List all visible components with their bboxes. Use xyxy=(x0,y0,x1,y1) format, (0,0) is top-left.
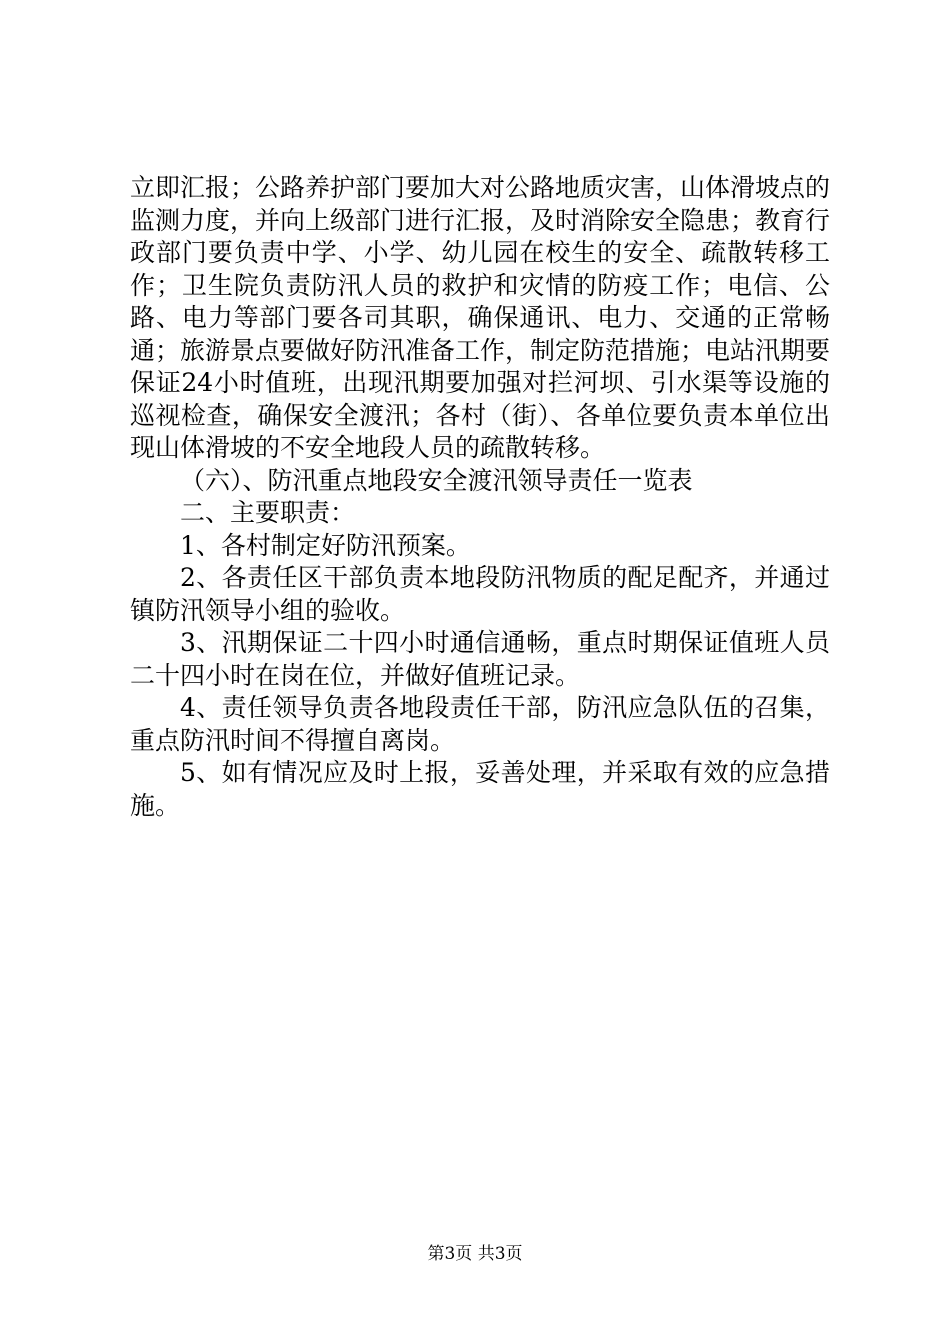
duty-item-1: 1、各村制定好防汛预案。 xyxy=(180,530,471,560)
duty-item-3: 3、汛期保证二十四小时通信通畅，重点时期保证值班人员二十四小时在岗在位，并做好值班记录。 xyxy=(130,628,830,690)
page-footer xyxy=(0,1244,950,1264)
paragraph-continuation: 立即汇报；公路养护部门要加大对公路地质灾害，山体滑坡点的监测力度，并向上级部门进行汇报，及时消除安全隐患；教育行政部门要负责中学、小学、幼儿园在校生的安全、疏散转移工作；卫生院负责防汛人员的救护和灾情的防疫工作；电信、公路、电力等部门要各司其职，确保通讯、电力、交通的正常畅通；旅游景点要做好防汛准备工作，制定防范措施；电站汛期要保证24小时值班，出现汛期要加强对拦河坝、引水渠等设施的巡视检查，确保安全渡汛；各村（街）、各单位要负责本单位出现山体滑坡的不安全地段人员的疏散转移。 xyxy=(130,173,831,462)
duty-item-4: 4、责任领导负责各地段责任干部，防汛应急队伍的召集，重点防汛时间不得擅自离岗。 xyxy=(130,693,830,755)
page-number: 第3页 共3页 xyxy=(427,1244,523,1264)
duty-item-5: 5、如有情况应及时上报，妥善处理，并采取有效的应急措施。 xyxy=(130,758,830,820)
duty-item-2: 2、各责任区干部负责本地段防汛物质的配足配齐，并通过镇防汛领导小组的验收。 xyxy=(130,563,830,625)
paragraph-table-reference: （六）、防汛重点地段安全渡汛领导责任一览表 xyxy=(180,465,693,495)
section-heading-main-duties: 二、主要职责： xyxy=(180,498,356,527)
document-body xyxy=(130,172,830,822)
